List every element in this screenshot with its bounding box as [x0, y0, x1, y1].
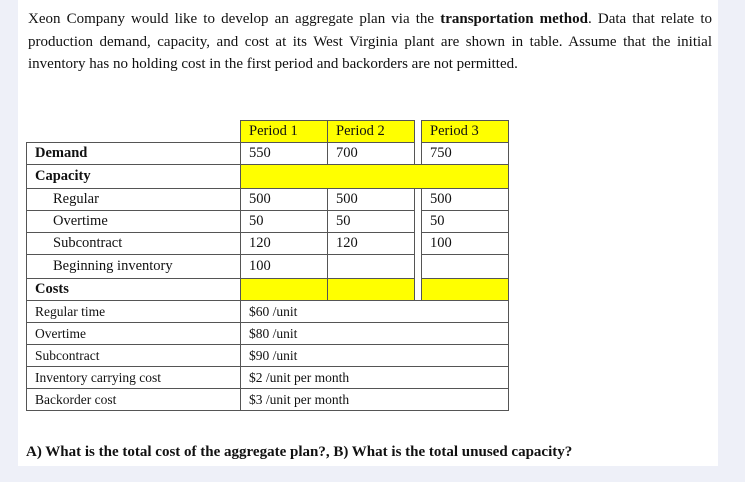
cost-label-subcontract: Subcontract: [27, 345, 241, 367]
capacity-label: Capacity: [27, 165, 241, 189]
beginning-inventory-row: [27, 255, 509, 279]
cost-row-overtime: [27, 323, 509, 345]
demand-label: Demand: [27, 143, 241, 165]
cost-value-inventory-carrying: $2 /unit per month: [241, 367, 509, 389]
cost-row-inventory-carrying: [27, 367, 509, 389]
regular-p3: 500: [422, 189, 509, 211]
demand-p3: 750: [422, 143, 509, 165]
demand-row: [27, 143, 509, 165]
cost-value-backorder: $3 /unit per month: [241, 389, 509, 411]
cost-label-regular-time: Regular time: [27, 301, 241, 323]
cost-value-subcontract: $90 /unit: [241, 345, 509, 367]
document-page: [18, 0, 718, 466]
regular-p2: 500: [328, 189, 415, 211]
regular-p1: 500: [241, 189, 328, 211]
demand-p1: 550: [241, 143, 328, 165]
regular-label: Regular: [27, 189, 241, 211]
overtime-label: Overtime: [27, 211, 241, 233]
overtime-p1: 50: [241, 211, 328, 233]
cost-row-backorder: [27, 389, 509, 411]
corner-cell: [27, 121, 241, 143]
cost-row-regular-time: [27, 301, 509, 323]
intro-bold-method: transportation method: [440, 11, 588, 27]
regular-row: [27, 189, 509, 211]
subcontract-p3: 100: [422, 233, 509, 255]
cost-value-regular-time: $60 /unit: [241, 301, 509, 323]
beginning-inventory-label: Beginning inventory: [27, 255, 241, 279]
costs-highlight-3: [422, 279, 509, 301]
capacity-row: [27, 165, 509, 189]
subcontract-label: Subcontract: [27, 233, 241, 255]
question-text: A) What is the total cost of the aggregate plan?, B) What is the total unused capacity?: [26, 444, 573, 460]
header-row: [27, 121, 509, 143]
overtime-p3: 50: [422, 211, 509, 233]
beginning-inventory-p1: 100: [241, 255, 328, 279]
subcontract-p1: 120: [241, 233, 328, 255]
overtime-p2: 50: [328, 211, 415, 233]
header-period-1: Period 1: [241, 121, 328, 143]
header-period-3: Period 3: [422, 121, 509, 143]
data-table: [26, 120, 509, 411]
intro-text-2: . Data that relate to production demand, capacity, and cost at its West Virginia plant are shown in table. Assume that the initial inventory has no holding cost in the first period and backorders are not permitted.: [28, 11, 713, 72]
demand-p2: 700: [328, 143, 415, 165]
overtime-row: [27, 211, 509, 233]
costs-label: Costs: [27, 279, 241, 301]
subcontract-p2: 120: [328, 233, 415, 255]
cost-row-subcontract: [27, 345, 509, 367]
problem-statement: [28, 8, 712, 76]
cost-label-backorder: Backorder cost: [27, 389, 241, 411]
header-period-2: Period 2: [328, 121, 415, 143]
intro-text-1: Xeon Company would like to develop an aggregate plan via the: [28, 11, 441, 27]
cost-value-overtime: $80 /unit: [241, 323, 509, 345]
subcontract-row: [27, 233, 509, 255]
capacity-highlight: [241, 165, 509, 189]
costs-highlight-2: [328, 279, 415, 301]
costs-highlight-1: [241, 279, 328, 301]
cost-label-inventory-carrying: Inventory carrying cost: [27, 367, 241, 389]
costs-row: [27, 279, 509, 301]
cost-label-overtime: Overtime: [27, 323, 241, 345]
